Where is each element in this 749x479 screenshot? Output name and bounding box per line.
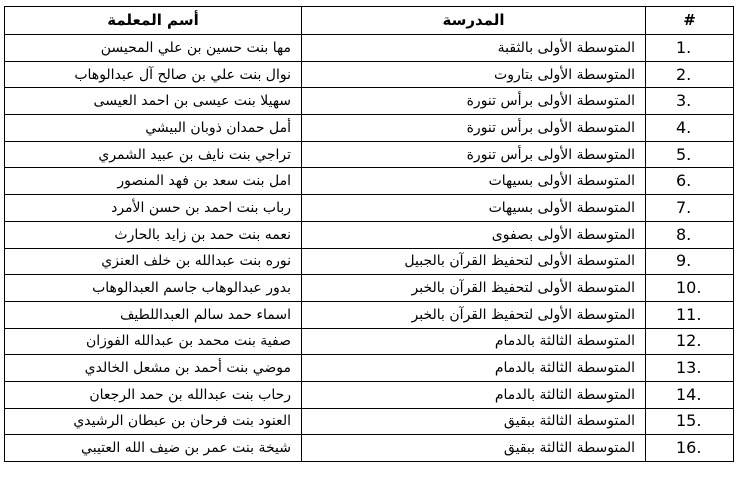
row-number-cell: 12. [646,328,734,355]
table-row [5,408,734,435]
teachers-table [4,6,734,462]
table-row [5,115,734,142]
teacher-name-cell: تراجي بنت نايف بن عبيد الشمري [5,141,302,168]
school-name-cell: المتوسطة الأولى لتحفيظ القرآن بالخبر [302,301,646,328]
school-name-cell: المتوسطة الثالثة ببقيق [302,408,646,435]
row-number-cell: 3. [646,88,734,115]
row-number-cell: 16. [646,435,734,462]
row-number-cell: 1. [646,35,734,62]
school-name-cell: المتوسطة الأولى برأس تنورة [302,88,646,115]
row-number-cell: 8. [646,221,734,248]
row-number-cell: 5. [646,141,734,168]
school-name-cell: المتوسطة الثالثة بالدمام [302,355,646,382]
teacher-name-cell: بدور عبدالوهاب جاسم العبدالوهاب [5,275,302,302]
table-body [5,35,734,462]
row-number-cell: 7. [646,195,734,222]
row-number-cell: 15. [646,408,734,435]
table-row [5,435,734,462]
table-row [5,328,734,355]
teacher-name-cell: نوال بنت علي بن صالح آل عبدالوهاب [5,61,302,88]
teacher-name-cell: نوره بنت عبدالله بن خلف العنزي [5,248,302,275]
header-teacher: أسم المعلمة [5,7,302,35]
row-number-cell: 6. [646,168,734,195]
row-number-cell: 13. [646,355,734,382]
row-number-cell: 10. [646,275,734,302]
school-name-cell: المتوسطة الأولى بسيهات [302,195,646,222]
table-row [5,195,734,222]
table-row [5,355,734,382]
school-name-cell: المتوسطة الأولى بالثقبة [302,35,646,62]
table-row [5,275,734,302]
header-number: # [646,7,734,35]
row-number-cell: 14. [646,381,734,408]
teacher-name-cell: سهيلا بنت عيسى بن احمد العيسى [5,88,302,115]
table-row [5,61,734,88]
header-school: المدرسة [302,7,646,35]
school-name-cell: المتوسطة الثالثة بالدمام [302,381,646,408]
teacher-name-cell: رباب بنت احمد بن حسن الأمرد [5,195,302,222]
teacher-name-cell: مها بنت حسين بن علي المحيسن [5,35,302,62]
school-name-cell: المتوسطة الأولى بصفوى [302,221,646,248]
teacher-name-cell: شيخة بنت عمر بن ضيف الله العتيبي [5,435,302,462]
teacher-name-cell: صفية بنت محمد بن عبدالله الفوزان [5,328,302,355]
school-name-cell: المتوسطة الأولى لتحفيظ القرآن بالخبر [302,275,646,302]
table-row [5,168,734,195]
teacher-name-cell: العنود بنت فرحان بن عبطان الرشيدي [5,408,302,435]
row-number-cell: 11. [646,301,734,328]
table-row [5,35,734,62]
school-name-cell: المتوسطة الثالثة بالدمام [302,328,646,355]
table-header-row [5,7,734,35]
school-name-cell: المتوسطة الأولى بتاروت [302,61,646,88]
teacher-name-cell: اسماء حمد سالم العبداللطيف [5,301,302,328]
table-row [5,88,734,115]
school-name-cell: المتوسطة الأولى بسيهات [302,168,646,195]
teachers-table-container [4,6,733,462]
row-number-cell: 4. [646,115,734,142]
table-row [5,381,734,408]
table-row [5,248,734,275]
teacher-name-cell: رحاب بنت عبدالله بن حمد الرجعان [5,381,302,408]
teacher-name-cell: امل بنت سعد بن فهد المنصور [5,168,302,195]
teacher-name-cell: نعمه بنت حمد بن زايد بالحارث [5,221,302,248]
school-name-cell: المتوسطة الأولى برأس تنورة [302,115,646,142]
teacher-name-cell: أمل حمدان ذوبان البيشي [5,115,302,142]
teacher-name-cell: موضي بنت أحمد بن مشعل الخالدي [5,355,302,382]
row-number-cell: 2. [646,61,734,88]
school-name-cell: المتوسطة الأولى برأس تنورة [302,141,646,168]
table-row [5,221,734,248]
school-name-cell: المتوسطة الثالثة ببقيق [302,435,646,462]
row-number-cell: 9. [646,248,734,275]
table-row [5,301,734,328]
table-row [5,141,734,168]
school-name-cell: المتوسطة الأولى لتحفيظ القرآن بالجبيل [302,248,646,275]
